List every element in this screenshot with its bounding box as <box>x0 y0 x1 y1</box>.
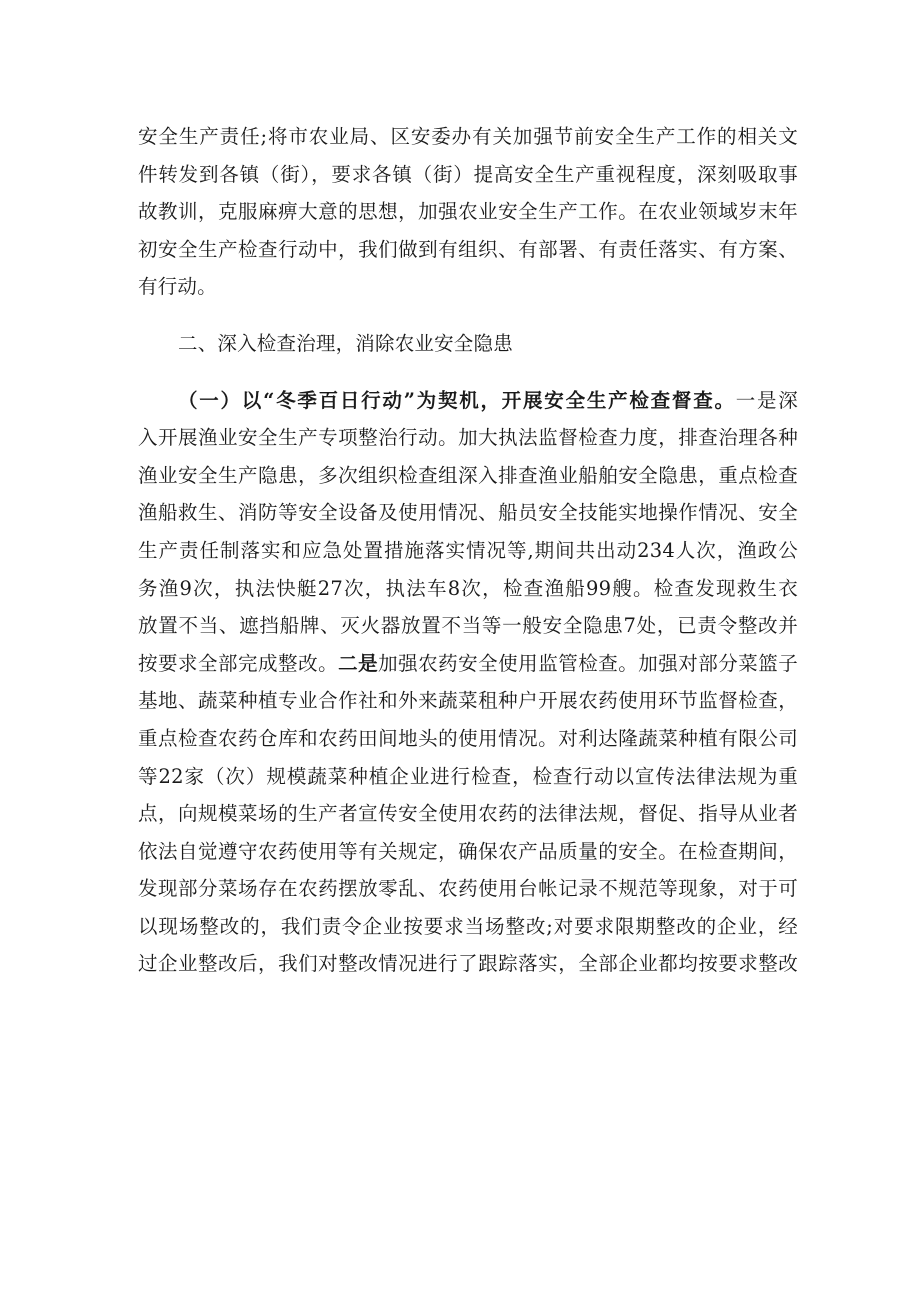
paragraph-line-with-bold <box>138 645 798 683</box>
paragraph-line: 发现部分菜场存在农药摆放零乱、农药使用台帐记录不规范等现象，对于可 <box>138 877 798 901</box>
paragraph-line: 渔业安全生产隐患，多次组织检查组深入排查渔业船舶安全隐患，重点检查 <box>138 463 798 487</box>
paragraph-line: 生产责任制落实和应急处置措施落实情况等,期间共出动234人次，渔政公 <box>138 538 798 562</box>
paragraph-line: 入开展渔业安全生产专项整治行动。加大执法监督检查力度，排查治理各种 <box>138 426 798 450</box>
bold-marker: 二是 <box>338 651 379 675</box>
paragraph-line: 依法自觉遵守农药使用等有关规定，确保农产品质量的安全。在检查期间， <box>138 839 798 863</box>
line-text-after: 加强农药安全使用监管检查。加强对部分菜篮子 <box>378 651 798 675</box>
document-body <box>138 118 798 983</box>
subsection-title: （一）以“冬季百日行动”为契机，开展安全生产检查督查。 <box>178 388 736 412</box>
paragraph-line: 以现场整改的，我们责令企业按要求当场整改;对要求限期整改的企业，经 <box>138 914 798 938</box>
paragraph-line: 安全生产责任;将市农业局、区安委办有关加强节前安全生产工作的相关文 <box>138 125 798 148</box>
section-heading: 二、深入检查治理，消除农业安全隐患 <box>178 331 513 355</box>
paragraph-line: 有行动。 <box>138 275 217 299</box>
paragraph-line: 件转发到各镇（街），要求各镇（街）提高安全生产重视程度，深刻吸取事 <box>138 162 798 186</box>
subsection-first-line-rest: 一是深 <box>735 388 798 412</box>
paragraph-line: 点，向规模菜场的生产者宣传安全使用农药的法律法规，督促、指导从业者 <box>138 802 798 826</box>
paragraph-line: 初安全生产检查行动中，我们做到有组织、有部署、有责任落实、有方案、 <box>138 237 798 261</box>
paragraph-line: 基地、蔬菜种植专业合作社和外来蔬菜租种户开展农药使用环节监督检查， <box>138 689 798 713</box>
line-text-before: 按要求全部完成整改。 <box>138 651 339 675</box>
subsection-first-line <box>138 382 798 420</box>
paragraph-line: 过企业整改后，我们对整改情况进行了跟踪落实，全部企业都均按要求整改 <box>138 952 798 976</box>
paragraph-line: 等22家（次）规模蔬菜种植企业进行检查，检查行动以宣传法律法规为重 <box>138 764 798 788</box>
paragraph-line: 重点检查农药仓库和农药田间地头的使用情况。对利达隆蔬菜种植有限公司 <box>138 726 798 750</box>
paragraph-line: 务渔9次，执法快艇27次，执法车8次，检查渔船99艘。检查发现救生衣 <box>138 576 798 600</box>
paragraph-line: 放置不当、遮挡船牌、灭火器放置不当等一般安全隐患7处，已责令整改并 <box>138 614 798 638</box>
paragraph-line: 故教训，克服麻痹大意的思想，加强农业安全生产工作。在农业领域岁末年 <box>138 200 798 224</box>
paragraph-line: 渔船救生、消防等安全设备及使用情况、船员安全技能实地操作情况、安全 <box>138 501 798 525</box>
